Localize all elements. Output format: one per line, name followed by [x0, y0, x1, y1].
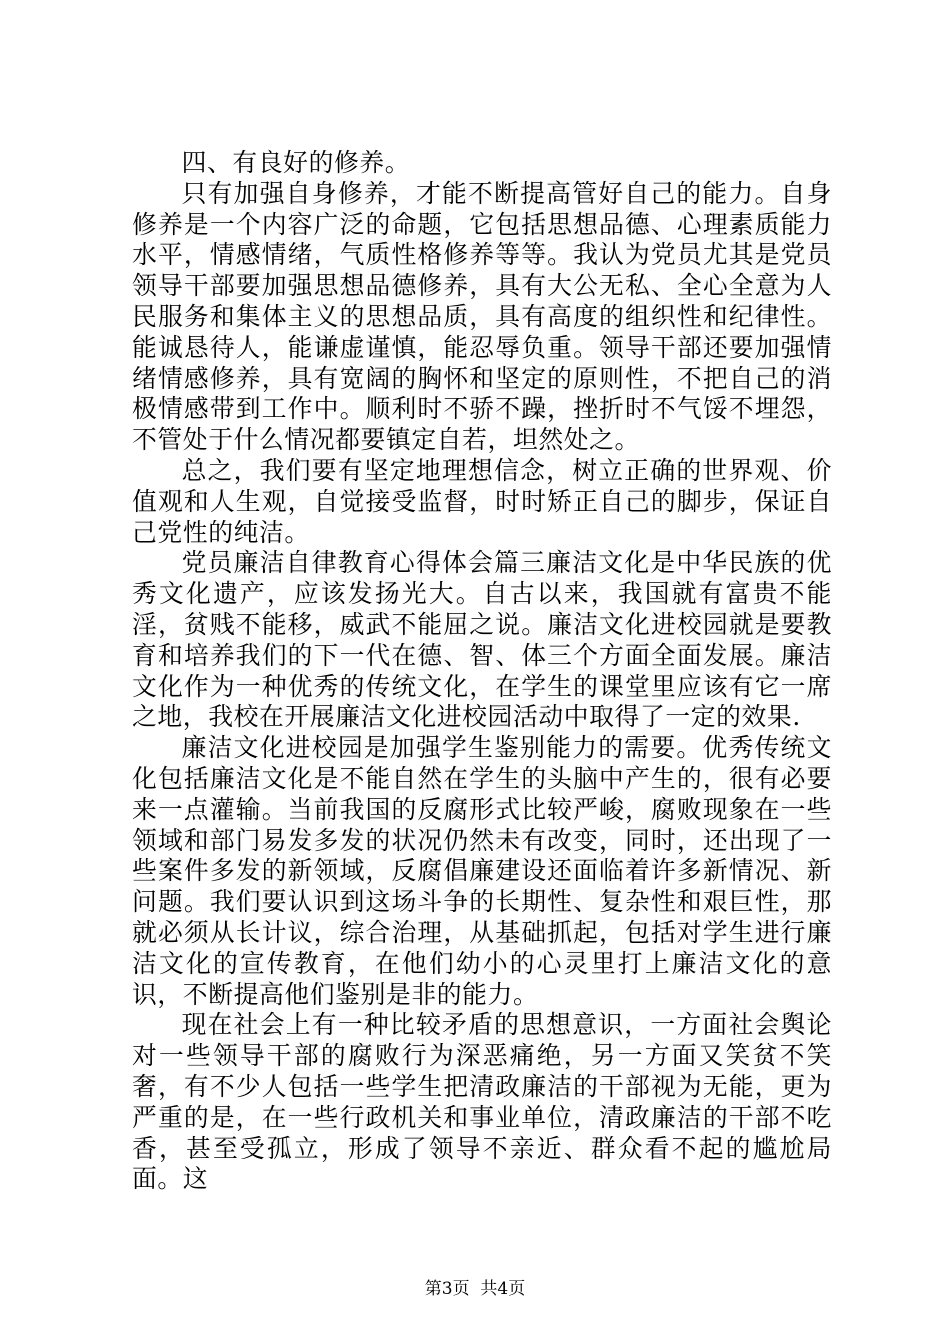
- paragraph: 只有加强自身修养，才能不断提高管好自己的能力。自身修养是一个内容广泛的命题，它包括思想品德、心理素质能力水平，情感情绪，气质性格修养等等。我认为党员尤其是党员领导干部要加强思想品德修养，具有大公无私、全心全意为人民服务和集体主义的思想品质，具有高度的组织性和纪律性。能诚恳待人，能谦虚谨慎，能忍辱负重。领导干部还要加强情绪情感修养，具有宽阔的胸怀和坚定的原则性，不把自己的消极情感带到工作中。顺利时不骄不躁，挫折时不气馁不埋怨，不管处于什么情况都要镇定自若，坦然处之。: [132, 178, 832, 455]
- paragraph: 廉洁文化进校园是加强学生鉴别能力的需要。优秀传统文化包括廉洁文化是不能自然在学生的头脑中产生的，很有必要来一点灌输。当前我国的反腐形式比较严峻，腐败现象在一些领域和部门易发多发的状况仍然未有改变，同时，还出现了一些案件多发的新领域，反腐倡廉建设还面临着许多新情况、新问题。我们要认识到这场斗争的长期性、复杂性和艰巨性，那就必须从长计议，综合治理，从基础抓起，包括对学生进行廉洁文化的宣传教育，在他们幼小的心灵里打上廉洁文化的意识，不断提高他们鉴别是非的能力。: [132, 733, 832, 1009]
- paragraph: 党员廉洁自律教育心得体会篇三廉洁文化是中华民族的优秀文化遗产，应该发扬光大。自古以来，我国就有富贵不能淫，贫贱不能移，威武不能屈之说。廉洁文化进校园就是要教育和培养我们的下一代在德、智、体三个方面全面发展。廉洁文化作为一种优秀的传统文化，在学生的课堂里应该有它一席之地，我校在开展廉洁文化进校园活动中取得了一定的效果.: [132, 548, 832, 732]
- section-heading: 四、有良好的修养。: [181, 148, 411, 177]
- page-number: 第3页 共4页: [424, 1279, 526, 1299]
- paragraph: 现在社会上有一种比较矛盾的思想意识，一方面社会舆论对一些领导干部的腐败行为深恶痛绝，另一方面又笑贫不笑奢，有不少人包括一些学生把清政廉洁的干部视为无能，更为严重的是，在一些行政机关和事业单位，清政廉洁的干部不吃香，甚至受孤立，形成了领导不亲近、群众看不起的尴尬局面。这: [132, 1010, 832, 1194]
- paragraph: 总之，我们要有坚定地理想信念，树立正确的世界观、价值观和人生观，自觉接受监督，时时矫正自己的脚步，保证自己党性的纯洁。: [132, 455, 832, 547]
- document-body: [132, 148, 832, 1195]
- page-footer: [0, 1274, 950, 1299]
